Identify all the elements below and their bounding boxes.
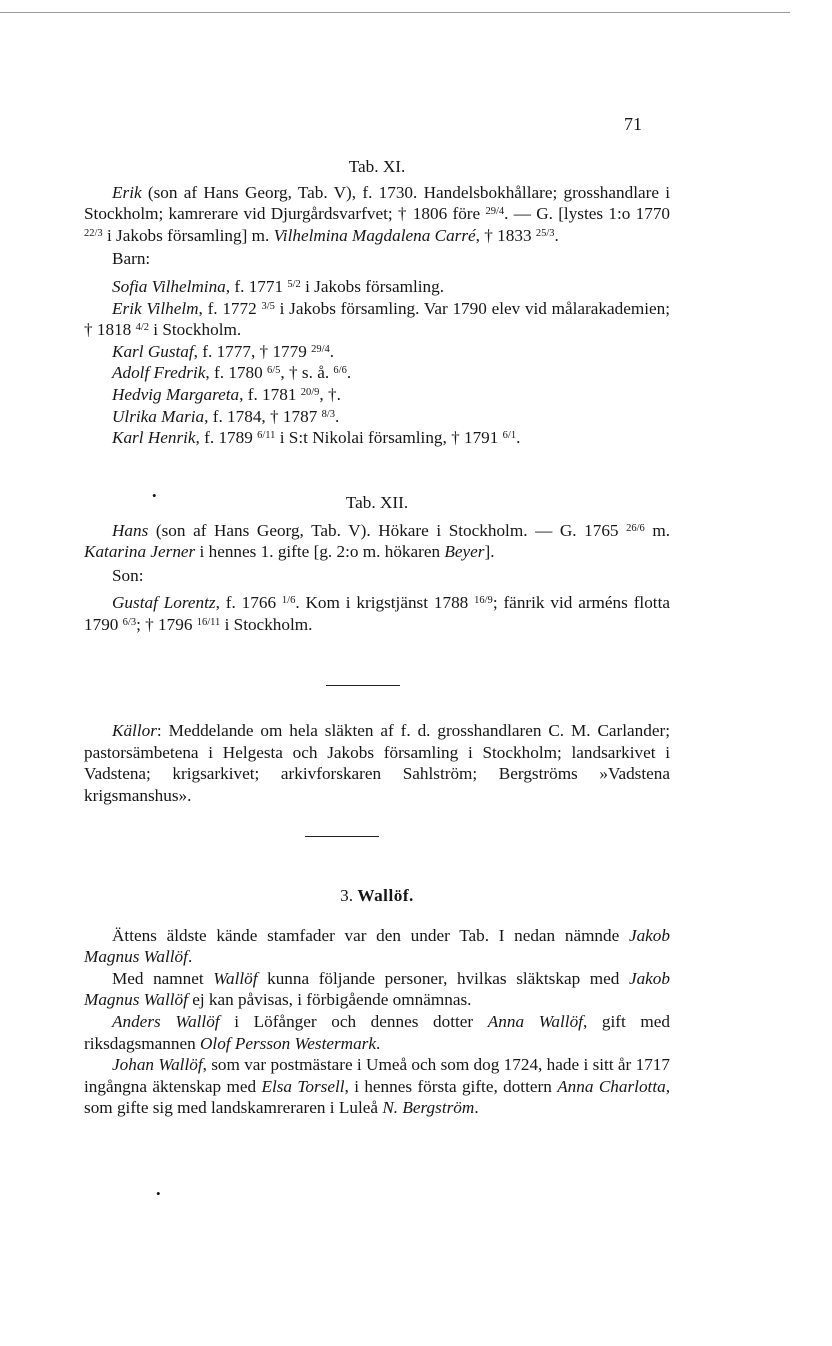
son-label: Son: [112,565,144,585]
tab-xii-section [84,492,670,636]
child-name: Karl Henrik [112,428,196,448]
child-name: Erik Vilhelm [112,298,199,318]
print-speck: • [156,1186,161,1201]
child-name: Ulrika Maria [112,406,205,426]
date-fraction: 8/3 [321,408,336,420]
child-details: , f. 1771 $^{5/2}$ i Jakobs församling. [225,276,445,296]
date-fraction: 6/5 [267,365,281,377]
child-name: Sofia Vilhelmina [112,276,226,296]
erik-entry: Erik (son af Hans Georg, Tab. V), f. 1730. Handelsbokhållare; grosshandlare i Stockholm; kamrerare vid Djurgårdsvarfvet; † 1806 före $^{29/4}$. — G. [lystes 1:o 1770 $^{22/3}$ i Jakobs församling] m. Vilhelmina Magdalena Carré, † 1833 $^{25/3}$. [84,182,671,245]
date-fraction: 29/4 [311,343,330,355]
son-name: Gustaf Lorentz [112,593,216,613]
child-entry [84,276,670,298]
wallof-paragraph-4: Johan Wallöf, som var postmästare i Umeå och som dog 1724, hade i sitt år 1717 ingångna äktenskap med Elsa Torsell, i hennes första gifte, dottern Anna Charlotta, som gifte sig med landskamreraren i Luleå N. Bergström. [84,1055,670,1118]
barn-label: Barn: [112,249,151,269]
sources-section [84,720,670,806]
child-entry [84,427,670,449]
wallof-paragraph-3: Anders Wallöf i Löfånger och dennes dotter Anna Wallöf, gift med riksdagsmannen Olof Persson Westermark. [84,1011,670,1053]
section-number: 3. [340,886,354,905]
wallof-paragraph-1: Ättens äldste kände stamfader var den under Tab. I nedan nämnde Jakob Magnus Wallöf. [84,925,670,967]
date-fraction: 20/9 [300,386,320,398]
date-fraction: 5/2 [287,278,301,290]
date-fraction: 4/2 [135,322,149,334]
child-name: Adolf Fredrik [112,363,206,383]
hans-name: Hans [112,520,149,540]
date-fraction: 3/5 [261,300,275,312]
child-name: Karl Gustaf [112,341,194,361]
child-entry [84,384,670,406]
wife-name: Vilhelmina Magdalena Carré [273,225,476,245]
date-fraction: 16/9 [474,595,493,607]
child-name: Hedvig Margareta [112,384,240,404]
child-details: , f. 1784, † 1787 $^{8/3}$. [204,406,340,426]
date-fraction: 16/11 [196,616,221,628]
wallof-section [84,885,670,1119]
top-border-line [0,12,790,13]
hans-entry: Hans (son af Hans Georg, Tab. V). Hökare i Stockholm. — G. 1765 $^{26/6}$ m. Katarina Jerner i hennes 1. gifte [g. 2:o m. hökaren Beyer]. [84,520,671,562]
date-fraction: 6/3 [122,616,137,628]
section-heading [84,885,670,907]
child-entry [84,298,670,341]
child-entry [84,341,670,363]
page-number: 71 [624,114,642,134]
print-speck: • [152,488,157,503]
child-details: , f. 1777, † 1779 $^{29/4}$. [193,341,335,361]
child-details: , f. 1780 $^{6/5}$, † s. å. $^{6/6}$. [205,363,352,383]
sources-paragraph: Källor: Meddelande om hela släkten af f. d. grosshandlaren C. M. Carlander; pastorsämbetena i Helgesta och Jakobs församling i Stockholm; landsarkivet i Vadstena; krigsarkivet; arkivforskaren Sahlström; Bergströms »Vadstena krigsmanshus». [84,721,670,805]
date-fraction: 6/11 [257,430,276,442]
son-entry [84,592,670,635]
beyer-name: Beyer [444,542,485,562]
tab-xi-heading: Tab. XI. [348,157,406,176]
child-entry [84,362,670,384]
child-details: , f. 1772 $^{3/5}$ i Jakobs församling. Var 1790 elev vid målarakademien; † 1818 $^{4/2}$ i Stockholm. [84,298,670,340]
hans-wife-name: Katarina Jerner [84,542,196,562]
children-list [84,276,670,449]
section-divider-rule [326,685,400,686]
child-entry [84,406,670,428]
sources-label: Källor [112,721,157,740]
tab-xii-heading: Tab. XII. [345,493,409,512]
section-title: Wallöf. [357,886,414,905]
erik-name: Erik [112,182,142,202]
child-details: , f. 1781 $^{20/9}$, †. [239,384,341,404]
tab-xi-section [84,156,670,449]
date-fraction: 1/6 [281,595,296,607]
date-fraction: 6/1 [502,430,517,442]
son-text: , f. 1766 $^{1/6}$. Kom i krigstjänst 1788 $^{16/9}$; fänrik vid arméns flotta 1790 $^{6/3}$; † 1796 $^{16/11}$ i Stockholm. [84,593,670,634]
child-details: , f. 1789 $^{6/11}$ i S:t Nikolai församling, † 1791 $^{6/1}$. [195,428,521,448]
wallof-paragraph-2: Med namnet Wallöf kunna följande personer, hvilkas släktskap med Jakob Magnus Wallöf ej kan påvisas, i förbigående omnämnas. [84,968,670,1010]
date-fraction: 6/6 [333,365,347,377]
chapter-divider-rule [305,836,379,837]
